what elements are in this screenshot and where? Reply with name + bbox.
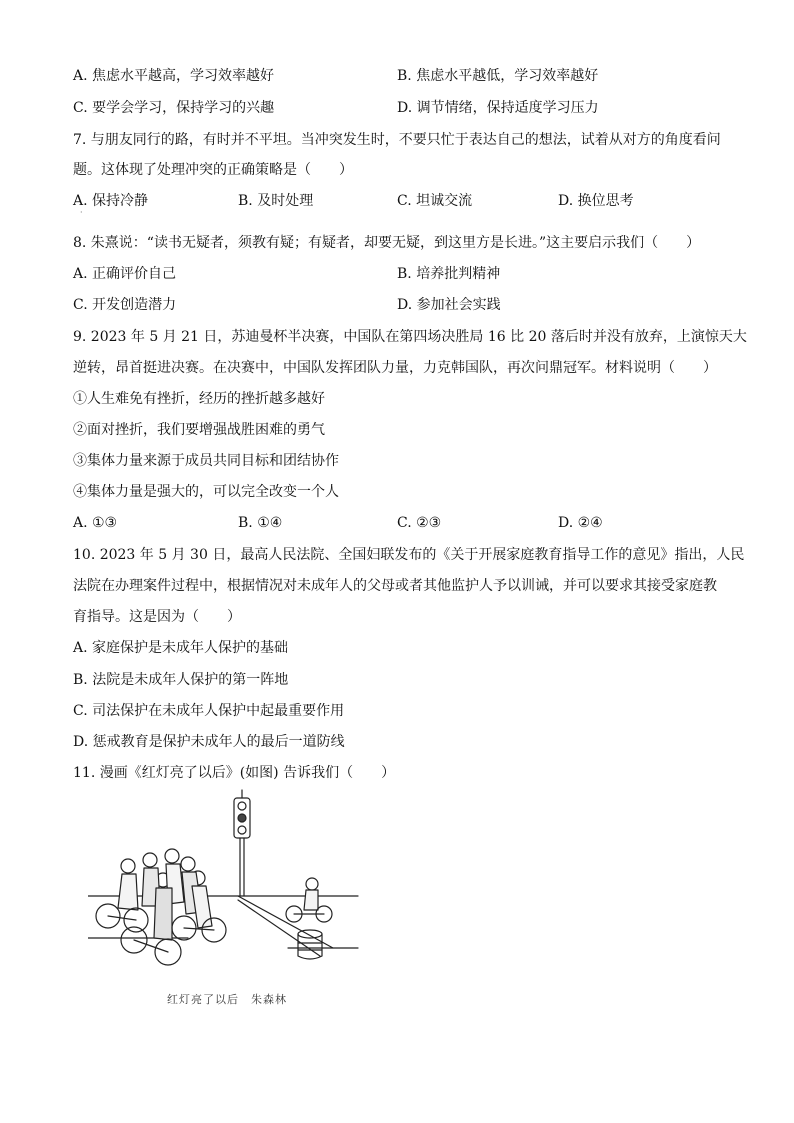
q10-option-b: B. 法院是未成年人保护的第一阵地 (73, 672, 289, 688)
q9-statement-1: ①人生难免有挫折，经历的挫折越多越好 (73, 391, 325, 407)
q9-option-d: D. ②④ (558, 515, 603, 531)
q7-option-a: A. 保持冷静 (73, 193, 149, 209)
q10-option-a: A. 家庭保护是未成年人保护的基础 (73, 640, 289, 656)
figure-caption: 红灯亮了以后 朱森林 (167, 993, 287, 1006)
q8-option-b: B. 培养批判精神 (397, 266, 501, 282)
q6-option-a: A. 焦虑水平越高，学习效率越好 (73, 68, 275, 84)
q8-option-c: C. 开发创造潜力 (73, 297, 177, 313)
q10-stem-line3: 育指导。这是因为（ ） (73, 609, 241, 625)
q7-option-c: C. 坦诚交流 (397, 193, 473, 209)
q10-stem-line2: 法院在办理案件过程中，根据情况对未成年人的父母或者其他监护人予以训诫，并可以要求其接受家庭教 (73, 578, 717, 594)
q9-option-c: C. ②③ (397, 515, 442, 531)
q10-option-c: C. 司法保护在未成年人保护中起最重要作用 (73, 703, 345, 719)
crowd-of-cyclists-icon (96, 849, 226, 965)
q7-option-d: D. 换位思考 (558, 193, 634, 209)
q9-option-a: A. ①③ (73, 515, 118, 531)
q9-statement-4: ④集体力量是强大的，可以完全改变一个人 (73, 484, 339, 500)
cartoon-illustration (88, 788, 360, 984)
waiting-cyclist-icon (286, 878, 332, 922)
q9-option-b: B. ①④ (238, 515, 283, 531)
stray-dot-mark: · (80, 208, 83, 217)
q6-option-c: C. 要学会学习，保持学习的兴趣 (73, 100, 275, 116)
q9-stem-line1: 9. 2023 年 5 月 21 日，苏迪曼杯半决赛，中国队在第四场决胜局 16 比 20 落后时并没有放弃，上演惊天大 (73, 329, 747, 345)
q9-statement-3: ③集体力量来源于成员共同目标和团结协作 (73, 453, 339, 469)
q8-option-a: A. 正确评价自己 (73, 266, 177, 282)
q9-stem-line2: 逆转，昂首挺进决赛。在决赛中，中国队发挥团队力量，力克韩国队，再次问鼎冠军。材料说明（ ） (73, 360, 717, 376)
q8-stem-line1: 8. 朱熹说：“读书无疑者，须教有疑；有疑者，却要无疑，到这里方是长进。”这主要启示我们（ ） (73, 235, 701, 251)
q7-option-b: B. 及时处理 (238, 193, 314, 209)
q8-option-d: D. 参加社会实践 (397, 297, 501, 313)
q10-stem-line1: 10. 2023 年 5 月 30 日，最高人民法院、全国妇联发布的《关于开展家庭教育指导工作的意见》指出，人民 (73, 547, 745, 563)
q7-stem-line2: 题。这体现了处理冲突的正确策略是（ ） (73, 162, 353, 178)
q6-option-b: B. 焦虑水平越低，学习效率越好 (397, 68, 599, 84)
q7-stem-line1: 7. 与朋友同行的路，有时并不平坦。当冲突发生时，不要只忙于表达自己的想法，试着从对方的角度看问 (73, 132, 721, 148)
q11-stem-line1: 11. 漫画《红灯亮了以后》(如图) 告诉我们（ ） (73, 765, 396, 781)
q6-option-d: D. 调节情绪，保持适度学习压力 (397, 100, 599, 116)
traffic-light-icon (234, 790, 250, 896)
q9-statement-2: ②面对挫折，我们要增强战胜困难的勇气 (73, 422, 325, 438)
q10-option-d: D. 惩戒教育是保护未成年人的最后一道防线 (73, 734, 345, 750)
